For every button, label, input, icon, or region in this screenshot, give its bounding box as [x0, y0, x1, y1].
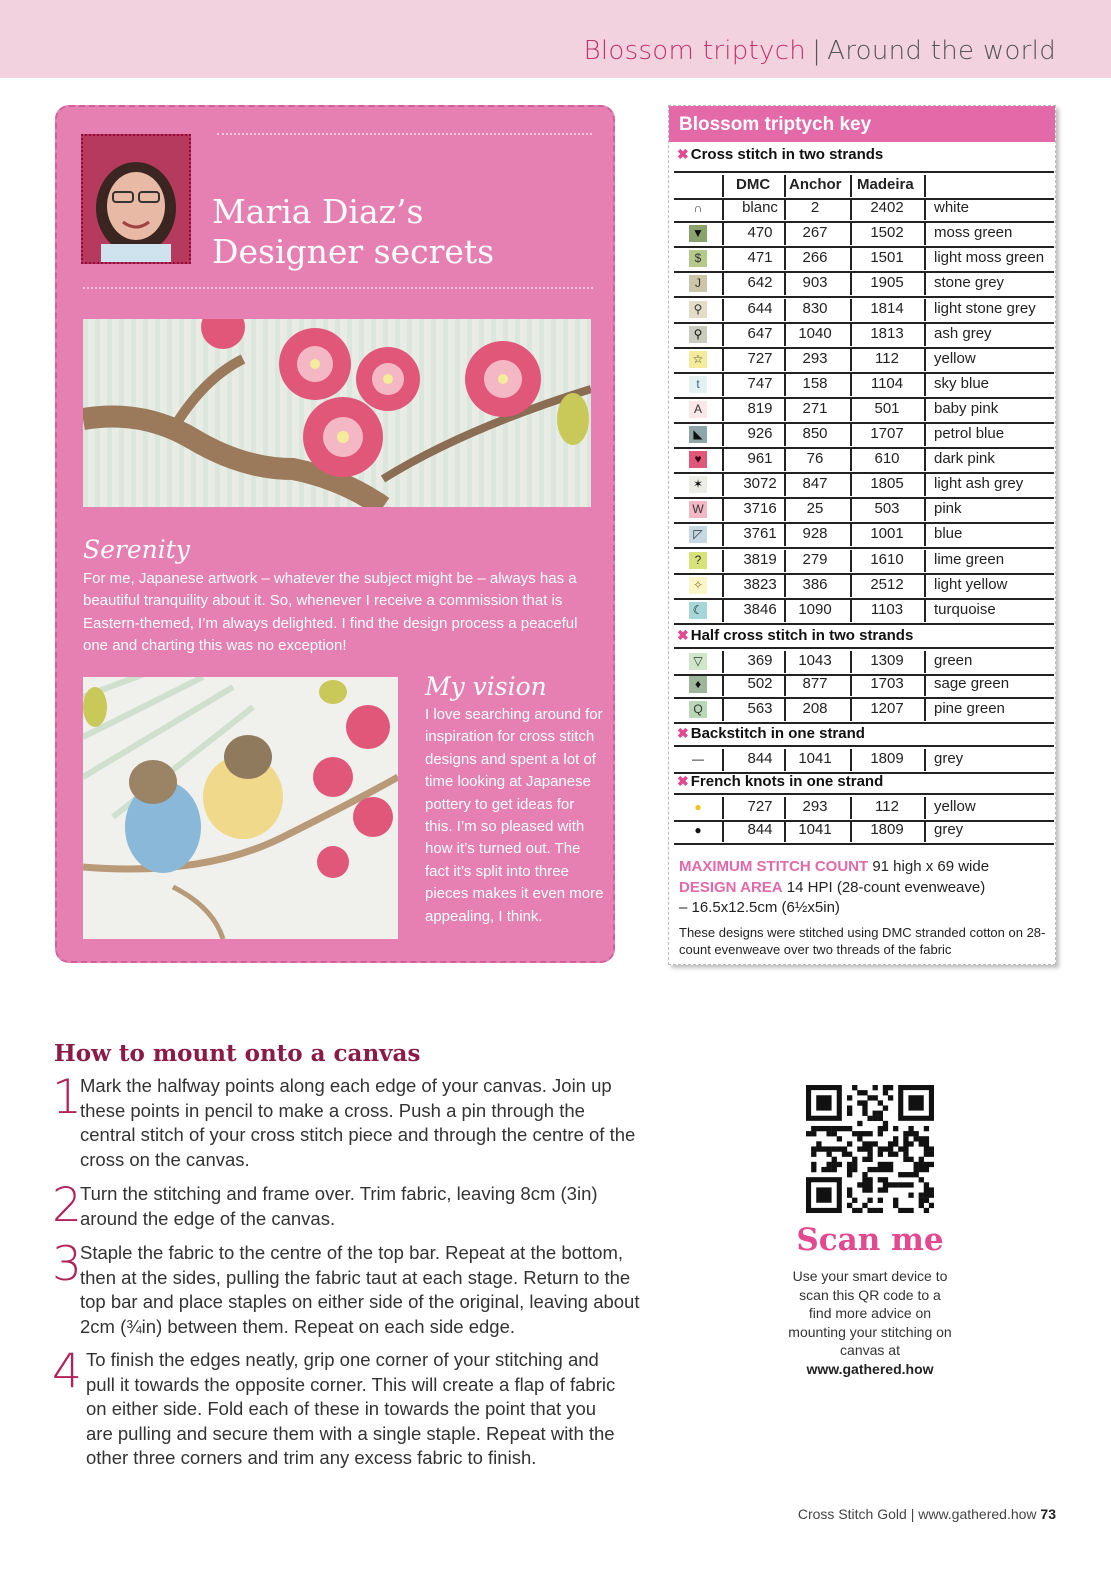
- key-cell-name: blue: [934, 525, 963, 543]
- key-cell-madeira: 610: [874, 450, 900, 468]
- key-cell-madeira: 1905: [870, 274, 904, 292]
- table-divider: [784, 374, 786, 396]
- key-row: [674, 297, 1054, 324]
- key-note: These designs were stitched using DMC stranded cotton on 28-count evenweave over two threads of the fabric: [679, 925, 1046, 957]
- key-cell-anchor: 76: [806, 450, 824, 468]
- key-cell-name: grey: [934, 750, 964, 768]
- key-cell-dmc: 470: [747, 224, 773, 242]
- key-cell-anchor: 847: [802, 475, 828, 493]
- table-divider: [850, 198, 852, 220]
- table-divider: [722, 797, 724, 819]
- table-divider: [924, 324, 926, 346]
- table-divider: [784, 524, 786, 546]
- stitch-symbol: ●: [689, 799, 707, 816]
- key-cell-madeira: 503: [874, 500, 900, 518]
- table-divider: [784, 600, 786, 622]
- title-rule-top: [217, 133, 592, 135]
- design-area: [679, 879, 985, 896]
- step-text: Turn the stitching and frame over. Trim fabric, leaving 8cm (3in) around the edge of the canvas.: [80, 1183, 598, 1229]
- table-divider: [722, 349, 724, 371]
- blossom-stitch-photo: [83, 319, 591, 507]
- key-cell-madeira: 1207: [870, 700, 904, 717]
- key-cell-name: ash grey: [934, 324, 992, 342]
- header-category: Around the world: [827, 36, 1056, 66]
- stitch-symbol: ◣: [689, 426, 707, 443]
- table-divider: [850, 449, 852, 471]
- key-cell-dmc: 747: [747, 374, 773, 392]
- table-divider: [722, 223, 724, 245]
- key-row: [674, 372, 1054, 399]
- stitch-symbol: ▽: [689, 653, 707, 670]
- stitch-symbol: A: [689, 401, 707, 418]
- key-cell-name: pine green: [934, 700, 1005, 717]
- key-cell-dmc: blanc: [742, 199, 778, 217]
- designer-title-line1: Maria Diaz’s: [212, 192, 424, 231]
- design-area-size: – 16.5x12.5cm (6½x5in): [679, 899, 840, 916]
- table-divider: [924, 299, 926, 321]
- key-cell-dmc: 502: [747, 674, 773, 692]
- key-row: [674, 745, 1054, 774]
- table-divider: [784, 424, 786, 446]
- table-divider: [722, 749, 724, 771]
- table-divider: [850, 324, 852, 346]
- table-divider: [924, 550, 926, 572]
- key-cell-madeira: 112: [875, 349, 899, 367]
- key-cell-madeira: 1813: [870, 324, 904, 342]
- key-cell-madeira: 1805: [870, 475, 904, 493]
- stitch-symbol: J: [689, 275, 707, 292]
- key-cell-name: pink: [934, 500, 962, 518]
- table-divider: [924, 349, 926, 371]
- key-row: [674, 672, 1054, 699]
- key-row: [674, 497, 1054, 524]
- key-cell-madeira: 1610: [870, 550, 904, 568]
- key-cell-anchor: 293: [802, 798, 828, 816]
- key-cell-madeira: 2512: [870, 575, 904, 593]
- key-cell-dmc: 647: [747, 324, 773, 342]
- key-cell-dmc: 961: [747, 450, 773, 468]
- vision-text: I love searching around for inspiration for cross stitch designs and spent a lot of time looking at Japanese pottery to get ideas for this. I’m so pleased with how it’s turned out. The fact it’s split into three pieces makes it even more appealing, I think.: [425, 706, 604, 925]
- stitch-symbol: ✧: [689, 577, 707, 594]
- key-cell-madeira: 1703: [870, 674, 904, 692]
- key-cell-madeira: 1103: [870, 600, 904, 618]
- howto-step: [52, 1178, 652, 1233]
- table-divider: [850, 273, 852, 295]
- step-text: To finish the edges neatly, grip one corner of your stitching and pull it towards the opposite corner. This will create a flap of fabric on either side. Fold each of these in towards the point that you are pulling and secure them with a single staple. Repeat with the other three corners and trim any excess fabric to finish.: [86, 1349, 616, 1468]
- key-cell-name: light stone grey: [934, 299, 1036, 317]
- key-cell-dmc: 926: [747, 425, 773, 442]
- table-divider: [784, 449, 786, 471]
- key-cell-anchor: 1041: [798, 821, 832, 839]
- key-cell-madeira: 1707: [870, 425, 904, 442]
- key-cell-name: turquoise: [934, 600, 996, 618]
- table-divider: [850, 524, 852, 546]
- key-cell-anchor: 1043: [798, 651, 832, 669]
- key-row: [674, 196, 1054, 223]
- table-divider: [722, 499, 724, 521]
- table-divider: [924, 474, 926, 496]
- key-cell-dmc: 369: [747, 651, 773, 669]
- table-divider: [924, 248, 926, 270]
- table-divider: [924, 374, 926, 396]
- table-divider: [722, 449, 724, 471]
- stitch-symbol: t: [689, 376, 707, 393]
- key-cell-dmc: 3716: [743, 500, 777, 518]
- key-row: [674, 818, 1054, 845]
- table-divider: [722, 324, 724, 346]
- key-section-heading: [677, 146, 883, 163]
- footer-magazine: Cross Stitch Gold: [797, 1506, 907, 1522]
- key-cell-name: stone grey: [934, 274, 1005, 292]
- scan-url-link[interactable]: www.gathered.how: [806, 1360, 934, 1377]
- vision-heading: My vision: [425, 672, 547, 701]
- table-divider: [784, 324, 786, 346]
- table-divider: [784, 349, 786, 371]
- key-cell-madeira: 501: [874, 399, 900, 417]
- key-cell-anchor: 1090: [798, 600, 832, 618]
- table-divider: [722, 651, 724, 673]
- table-divider: [924, 651, 926, 673]
- stitch-symbol: Q: [689, 701, 707, 718]
- key-cell-name: dark pink: [934, 450, 995, 468]
- table-divider: [924, 223, 926, 245]
- table-divider: [850, 299, 852, 321]
- table-divider: [784, 198, 786, 220]
- key-cell-madeira: 1809: [870, 821, 904, 839]
- key-cell-dmc: 3761: [743, 525, 777, 543]
- table-divider: [722, 198, 724, 220]
- key-cell-dmc: 3823: [743, 575, 777, 593]
- table-divider: [784, 749, 786, 771]
- key-cell-name: yellow: [934, 798, 976, 816]
- table-divider: [784, 299, 786, 321]
- cross-icon: ✖: [677, 146, 689, 162]
- table-divider: [924, 198, 926, 220]
- key-cell-anchor: 271: [802, 399, 828, 417]
- title-rule-bottom: [83, 287, 593, 289]
- key-cell-name: white: [934, 199, 970, 217]
- key-cell-name: light ash grey: [934, 475, 1024, 493]
- header-divider: |: [812, 36, 822, 66]
- table-divider: [924, 600, 926, 622]
- howto-step: [52, 1344, 652, 1470]
- table-divider: [722, 175, 724, 197]
- table-divider: [850, 349, 852, 371]
- designer-portrait: [81, 134, 191, 264]
- cross-icon: ✖: [677, 773, 689, 790]
- key-row: [674, 548, 1054, 575]
- key-section-heading: [677, 725, 865, 742]
- table-divider: [924, 499, 926, 521]
- step-number: 1: [52, 1070, 82, 1125]
- key-row: [674, 347, 1054, 374]
- key-cell-anchor: 266: [802, 249, 828, 267]
- table-divider: [850, 248, 852, 270]
- key-row: [674, 271, 1054, 298]
- page-number: 73: [1040, 1506, 1056, 1522]
- table-divider: [924, 399, 926, 421]
- table-divider: [784, 223, 786, 245]
- key-cell-name: moss green: [934, 224, 1013, 242]
- table-divider: [850, 374, 852, 396]
- step-text: Staple the fabric to the centre of the top bar. Repeat at the bottom, then at the sides, pulling the fabric taut at each stage. Return to the top bar and place staples on either side of the original, leaving about 2cm (¾in) between them. Repeat on each side edge.: [80, 1242, 640, 1337]
- key-cell-name: light yellow: [934, 575, 1008, 593]
- key-cell-name: yellow: [934, 349, 976, 367]
- scan-title: Scan me: [796, 1222, 944, 1258]
- qr-code[interactable]: [806, 1085, 934, 1213]
- key-cell-dmc: 844: [747, 750, 773, 768]
- stitch-symbol: $: [689, 250, 707, 267]
- table-divider: [850, 474, 852, 496]
- table-divider: [924, 749, 926, 771]
- key-cell-dmc: 844: [747, 821, 773, 839]
- key-cell-madeira: 1309: [870, 651, 904, 669]
- table-divider: [784, 797, 786, 819]
- table-divider: [722, 524, 724, 546]
- table-divider: [850, 699, 852, 721]
- table-divider: [850, 424, 852, 446]
- key-cell-madeira: 1104: [870, 374, 904, 392]
- design-area-value: 14 HPI (28-count evenweave): [786, 879, 986, 896]
- key-cell-anchor: 208: [802, 700, 828, 717]
- thread-key: [668, 105, 1056, 965]
- key-cell-madeira: 1809: [870, 750, 904, 768]
- key-cell-anchor: 830: [802, 299, 828, 317]
- serenity-text: For me, Japanese artwork – whatever the subject might be – always has a beautiful tranquility about it. So, whenever I receive a commission that is Eastern-themed, I’m always delighted. I find the design process a peaceful one and charting this was no exception!: [83, 570, 578, 654]
- key-cell-anchor: 158: [802, 374, 828, 392]
- key-cell-name: light moss green: [934, 249, 1045, 267]
- key-cell-madeira: 112: [875, 798, 899, 816]
- key-section-label: Backstitch in one strand: [690, 725, 865, 743]
- table-divider: [722, 273, 724, 295]
- key-cell-madeira: 2402: [870, 199, 904, 217]
- key-cell-name: sage green: [934, 674, 1010, 692]
- key-row: [674, 397, 1054, 424]
- header-section: Blossom triptych: [583, 36, 807, 66]
- stitch-symbol: ✶: [689, 476, 707, 493]
- stitch-symbol: ♦: [689, 676, 707, 693]
- table-divider: [924, 449, 926, 471]
- key-cell-anchor: 1040: [798, 324, 832, 342]
- stitch-symbol: ▼: [689, 225, 707, 242]
- scan-text-block: [786, 1267, 954, 1378]
- max-stitch-count: [679, 858, 989, 875]
- table-divider: [850, 175, 852, 197]
- key-row: [674, 598, 1054, 625]
- table-divider: [924, 175, 926, 197]
- key-cell-anchor: 850: [802, 425, 828, 442]
- howto-step: [52, 1070, 652, 1172]
- table-divider: [722, 474, 724, 496]
- key-cell-name: grey: [934, 821, 964, 839]
- key-cell-dmc: 644: [747, 299, 773, 317]
- table-divider: [722, 674, 724, 696]
- stitch-symbol: ☆: [689, 351, 707, 368]
- table-divider: [722, 399, 724, 421]
- table-divider: [722, 550, 724, 572]
- serenity-heading: Serenity: [83, 535, 190, 564]
- designer-title: [212, 192, 494, 272]
- stitch-symbol: ?: [689, 552, 707, 569]
- key-cell-dmc: 819: [747, 399, 773, 417]
- table-divider: [784, 175, 786, 197]
- key-section-label: Cross stitch in two strands: [690, 146, 884, 163]
- table-divider: [924, 273, 926, 295]
- table-divider: [784, 575, 786, 597]
- table-divider: [722, 600, 724, 622]
- stitch-symbol: W: [689, 501, 707, 518]
- key-cell-name: green: [934, 651, 973, 669]
- table-divider: [784, 651, 786, 673]
- footer-site[interactable]: www.gathered.how: [918, 1506, 1037, 1522]
- table-divider: [722, 374, 724, 396]
- table-divider: [924, 575, 926, 597]
- table-divider: [784, 699, 786, 721]
- table-divider: [784, 273, 786, 295]
- key-cell-anchor: 877: [802, 674, 828, 692]
- table-divider: [850, 749, 852, 771]
- key-cell-dmc: 3072: [743, 475, 777, 493]
- key-row: [674, 221, 1054, 248]
- max-stitch-value: 91 high x 69 wide: [872, 858, 990, 875]
- stitch-symbol: ⚲: [689, 301, 707, 318]
- stitch-symbol: ♥: [689, 451, 707, 468]
- design-area-label: DESIGN AREA: [679, 879, 783, 896]
- table-divider: [850, 575, 852, 597]
- key-section-label: Half cross stitch in two strands: [690, 626, 914, 644]
- key-row: [674, 522, 1054, 549]
- table-divider: [850, 600, 852, 622]
- key-row: [674, 472, 1054, 499]
- key-row: [674, 697, 1054, 724]
- step-text: Mark the halfway points along each edge of your canvas. Join up these points in pencil to make a cross. Push a pin through the central stitch of your cross stitch piece and through the centre of the cross on the canvas.: [80, 1075, 636, 1170]
- key-cell-anchor: 1041: [798, 750, 832, 768]
- key-cell-dmc: 727: [747, 349, 773, 367]
- stitch-symbol: ●: [689, 822, 707, 839]
- table-divider: [850, 674, 852, 696]
- key-column-header: Anchor: [789, 176, 842, 193]
- table-divider: [850, 399, 852, 421]
- table-divider: [850, 797, 852, 819]
- birds-stitch-photo: [83, 677, 398, 939]
- key-cell-anchor: 2: [810, 199, 820, 217]
- key-cell-dmc: 563: [747, 700, 773, 717]
- key-cell-madeira: 1001: [870, 525, 904, 543]
- key-cell-dmc: 3819: [743, 550, 777, 568]
- step-number: 3: [52, 1237, 82, 1292]
- key-cell-anchor: 928: [802, 525, 828, 543]
- table-divider: [850, 223, 852, 245]
- table-divider: [850, 499, 852, 521]
- cross-icon: ✖: [677, 725, 689, 742]
- table-divider: [784, 499, 786, 521]
- table-divider: [784, 820, 786, 842]
- key-cell-anchor: 279: [802, 550, 828, 568]
- page-footer: Cross Stitch Gold | www.gathered.how 73: [797, 1506, 1056, 1522]
- table-divider: [924, 674, 926, 696]
- key-column-header: Madeira: [857, 176, 914, 193]
- key-cell-name: petrol blue: [934, 425, 1005, 442]
- step-number: 2: [52, 1178, 82, 1233]
- key-cell-anchor: 267: [802, 224, 828, 242]
- table-divider: [722, 424, 724, 446]
- key-section-heading: [677, 773, 883, 790]
- table-divider: [722, 575, 724, 597]
- key-row: [674, 573, 1054, 600]
- key-row: [674, 422, 1054, 449]
- key-cell-name: sky blue: [934, 374, 990, 392]
- designer-panel: [55, 105, 615, 963]
- table-divider: [722, 299, 724, 321]
- stitch-symbol: ⚲: [689, 326, 707, 343]
- key-cell-madeira: 1502: [870, 224, 904, 242]
- stitch-symbol: ◸: [689, 526, 707, 543]
- stitch-symbol: ∩: [689, 200, 707, 217]
- table-divider: [850, 820, 852, 842]
- key-cell-anchor: 25: [806, 500, 824, 518]
- stitch-symbol: —: [689, 751, 707, 768]
- key-cell-anchor: 293: [802, 349, 828, 367]
- key-title: Blossom triptych key: [669, 106, 1055, 142]
- table-divider: [924, 797, 926, 819]
- key-row: [674, 322, 1054, 349]
- running-header: [584, 36, 1056, 66]
- max-stitch-label: MAXIMUM STITCH COUNT: [679, 858, 869, 875]
- table-divider: [722, 248, 724, 270]
- key-cell-name: baby pink: [934, 399, 999, 417]
- key-cell-anchor: 386: [802, 575, 828, 593]
- key-cell-dmc: 471: [747, 249, 773, 267]
- table-divider: [924, 424, 926, 446]
- table-divider: [784, 674, 786, 696]
- key-column-header: DMC: [736, 176, 771, 193]
- key-cell-name: lime green: [934, 550, 1005, 568]
- table-divider: [722, 820, 724, 842]
- howto-title: How to mount onto a canvas: [54, 1040, 421, 1067]
- key-section-label: French knots in one strand: [690, 773, 884, 791]
- stitch-symbol: ☾: [689, 602, 707, 619]
- step-number: 4: [52, 1344, 82, 1399]
- scan-text: Use your smart device to scan this QR code to a find more advice on mounting your stitching on canvas at: [788, 1268, 952, 1358]
- key-cell-dmc: 642: [747, 274, 773, 292]
- key-row: [674, 447, 1054, 474]
- table-divider: [722, 699, 724, 721]
- table-divider: [924, 699, 926, 721]
- table-divider: [924, 820, 926, 842]
- table-divider: [850, 651, 852, 673]
- key-cell-madeira: 1814: [870, 299, 904, 317]
- table-divider: [784, 399, 786, 421]
- table-divider: [784, 248, 786, 270]
- howto-step: [52, 1237, 652, 1339]
- cross-icon: ✖: [677, 626, 689, 643]
- table-divider: [784, 550, 786, 572]
- key-cell-madeira: 1501: [870, 249, 904, 267]
- table-divider: [850, 550, 852, 572]
- key-cell-dmc: 3846: [743, 600, 777, 618]
- key-section-heading: [677, 627, 913, 644]
- key-row: [674, 246, 1054, 273]
- key-cell-anchor: 903: [802, 274, 828, 292]
- table-divider: [924, 524, 926, 546]
- table-divider: [784, 474, 786, 496]
- key-cell-dmc: 727: [747, 798, 773, 816]
- designer-title-line2: Designer secrets: [212, 232, 495, 271]
